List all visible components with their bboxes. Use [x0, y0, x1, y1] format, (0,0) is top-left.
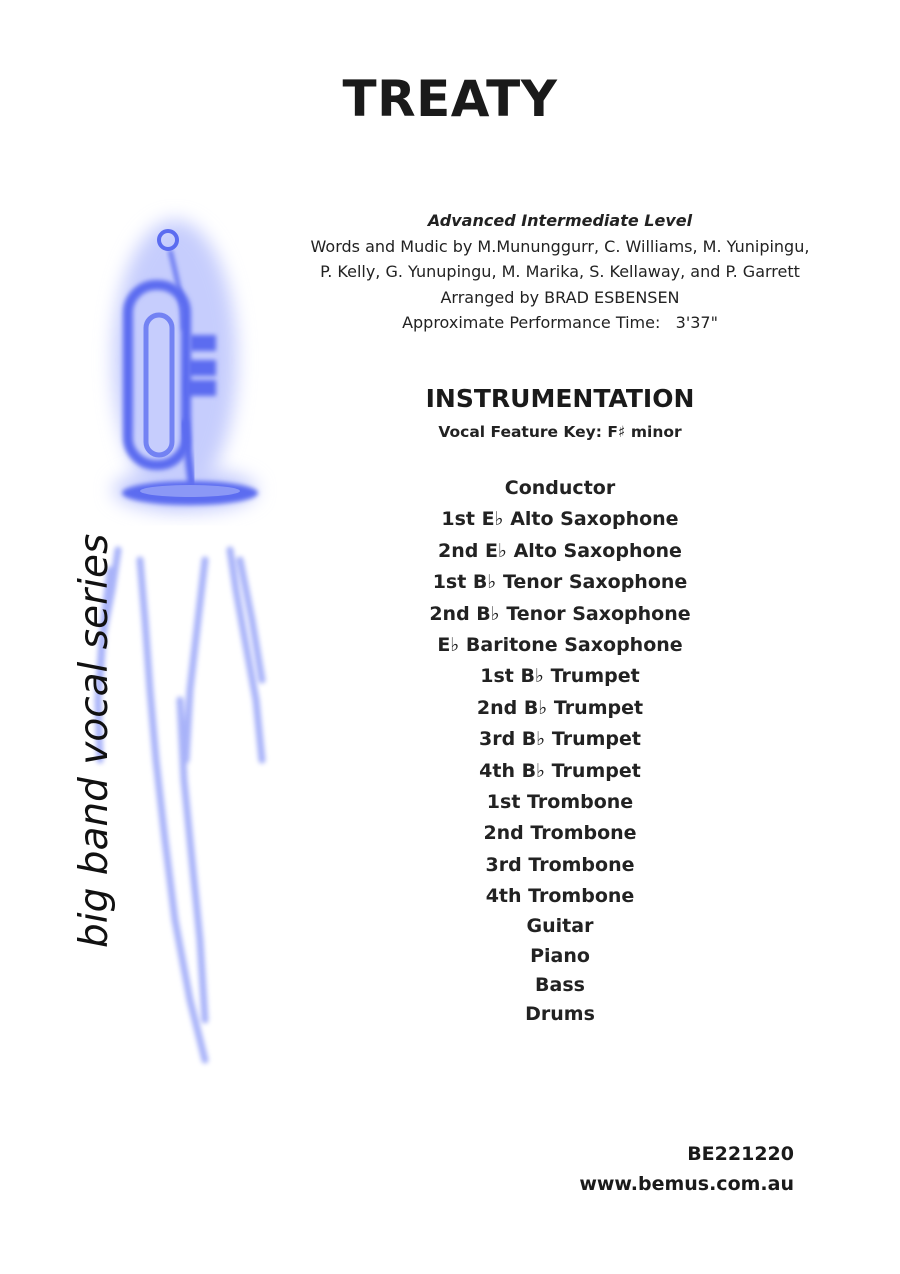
part-item: 2nd B♭ Tenor Saxophone [429, 602, 691, 625]
part-item: 2nd Trombone [483, 822, 637, 845]
part-item: 2nd E♭ Alto Saxophone [438, 539, 682, 562]
part-item: 1st B♭ Tenor Saxophone [432, 571, 688, 594]
vocal-key: Vocal Feature Key: F♯ minor [438, 423, 682, 441]
arranger-line: Arranged by BRAD ESBENSEN [440, 287, 680, 307]
performance-time-value: 3'37" [675, 313, 718, 332]
page-title: TREATY [342, 70, 558, 128]
part-item: Piano [530, 944, 590, 967]
part-item: Bass [535, 974, 585, 997]
part-item: 2nd B♭ Trumpet [476, 696, 644, 719]
part-item: 1st E♭ Alto Saxophone [441, 508, 679, 531]
instrumentation-heading: INSTRUMENTATION [425, 384, 695, 413]
part-item: E♭ Baritone Saxophone [437, 633, 683, 656]
part-item: 1st B♭ Trumpet [480, 665, 640, 688]
part-item: 4th Trombone [485, 885, 635, 908]
part-item: 4th B♭ Trumpet [479, 759, 641, 782]
performance-time [280, 310, 840, 336]
part-item: Conductor [504, 477, 616, 499]
parts-list [400, 473, 720, 1030]
part-item: 1st Trombone [486, 790, 634, 813]
part-item: 3rd B♭ Trumpet [478, 728, 641, 751]
credits-block [280, 208, 840, 336]
part-item: Drums [525, 1003, 595, 1026]
part-item: 3rd Trombone [485, 853, 635, 876]
part-item: Guitar [526, 915, 594, 938]
series-label: big band vocal series [72, 533, 117, 948]
difficulty-level: Advanced Intermediate Level [427, 211, 693, 230]
credits-line-1: Words and Mudic by M.Mununggurr, C. Williams, M. Yunipingu, [310, 236, 810, 256]
credits-line-2: P. Kelly, G. Yunupingu, M. Marika, S. Kellaway, and P. Garrett [320, 262, 800, 281]
performance-time-label: Approximate Performance Time: [402, 313, 661, 332]
catalog-code: BE221220 [687, 1143, 794, 1165]
website-link[interactable]: www.bemus.com.au [579, 1173, 794, 1195]
